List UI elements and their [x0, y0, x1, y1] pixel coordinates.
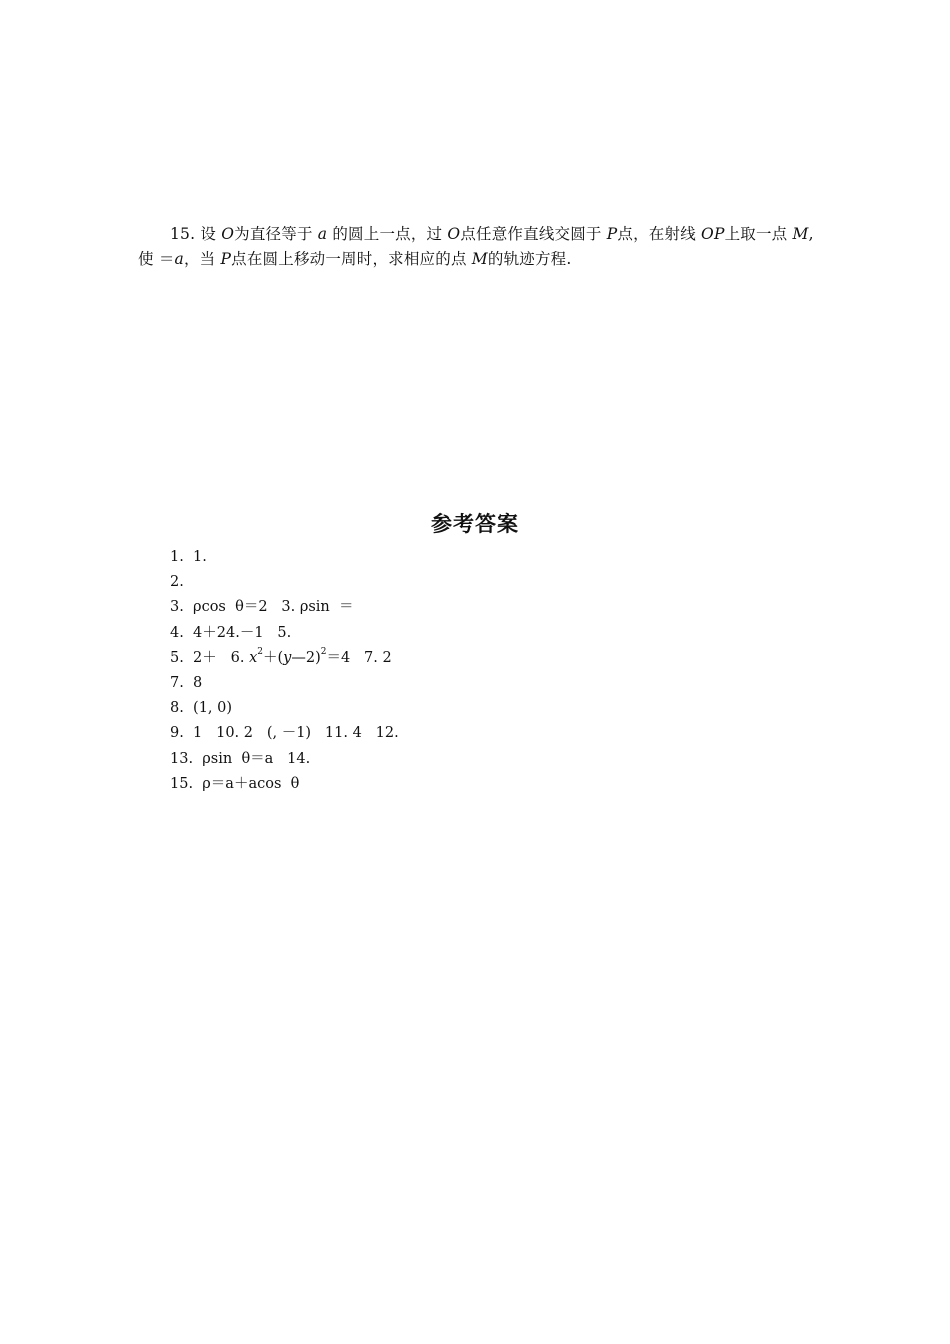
- answer-line: 7. 8: [170, 675, 203, 692]
- var-y: y: [283, 649, 292, 666]
- var-o: O: [447, 225, 461, 243]
- answer-text: —2): [291, 649, 321, 666]
- var-p: P: [606, 225, 618, 243]
- problem-text: 的圆上一点，过: [327, 225, 448, 243]
- problem-text: 点任意作直线交圆于: [460, 225, 607, 243]
- exponent: 2: [257, 646, 263, 657]
- var-x: x: [249, 649, 258, 666]
- problem-line-2: [138, 247, 828, 272]
- problem-text: ，当: [183, 250, 221, 268]
- answers-list: [170, 545, 399, 797]
- answer-text: 5. 2＋ 6.: [170, 649, 250, 666]
- var-op: OP: [701, 225, 725, 243]
- problem-text: ＝: [158, 250, 175, 268]
- answer-line: [170, 646, 399, 671]
- answers-title: 参考答案: [431, 512, 519, 536]
- var-a: a: [317, 225, 328, 243]
- answer-line: 15. ρ＝a＋acos θ: [170, 775, 300, 792]
- problem-text: ,: [808, 225, 814, 243]
- problem-15: [138, 222, 828, 272]
- answer-line: 3. ρcos θ＝2 3. ρsin ＝: [170, 599, 354, 616]
- exponent: 2: [320, 646, 327, 657]
- answer-line: 8. (1, 0): [170, 700, 233, 717]
- answer-line: 2.: [170, 574, 184, 591]
- problem-text: 使: [138, 250, 159, 268]
- problem-text: 点在圆上移动一周时，求相应的点: [231, 250, 472, 268]
- var-m: M: [471, 250, 488, 268]
- problem-text: 15. 设: [170, 225, 222, 243]
- answer-line: 9. 1 10. 2 (, －1) 11. 4 12.: [170, 725, 399, 742]
- answer-text: ＋(: [262, 649, 284, 666]
- problem-text: 上取一点: [724, 225, 793, 243]
- var-p: P: [220, 250, 232, 268]
- answer-text: ＝4 7. 2: [326, 649, 392, 666]
- answer-line: 1. 1.: [170, 549, 207, 565]
- answer-line: 4. 4＋24.－1 5.: [170, 624, 292, 641]
- answer-line: 13. ρsin θ＝a 14.: [170, 750, 311, 767]
- var-m: M: [792, 225, 809, 243]
- problem-line-1: [138, 222, 828, 247]
- problem-text: 为直径等于: [234, 225, 318, 243]
- problem-text: 点，在射线: [617, 225, 702, 243]
- var-a: a: [174, 250, 184, 268]
- problem-text: 的轨迹方程.: [487, 250, 572, 268]
- var-o: O: [221, 225, 235, 243]
